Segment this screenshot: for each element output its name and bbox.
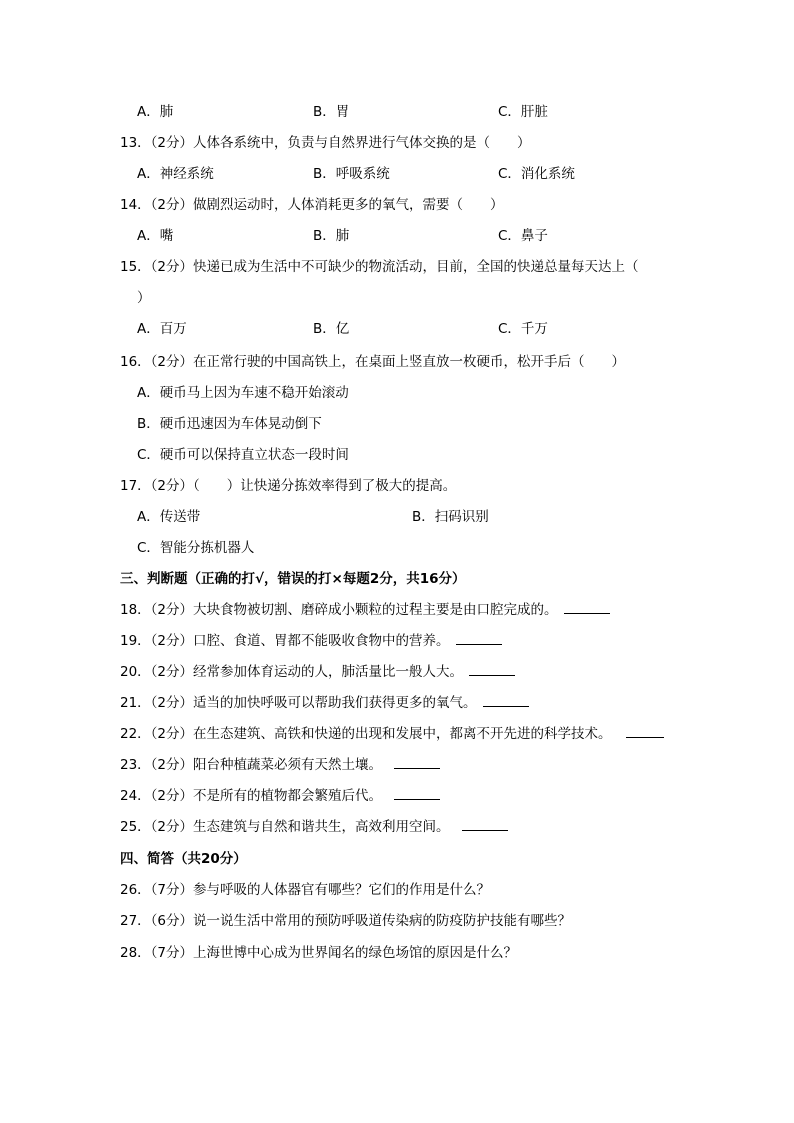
judge-question-22 xyxy=(120,725,664,743)
answer-blank[interactable] xyxy=(462,818,508,831)
q17-option-a: A．传送带 xyxy=(137,509,201,525)
q13-stem: 13．（2分）人体各系统中，负责与自然界进行气体交换的是（ ） xyxy=(120,135,531,151)
q16-option-a: A．硬币马上因为车速不稳开始滚动 xyxy=(137,385,349,401)
q17-option-c: C．智能分拣机器人 xyxy=(137,540,255,556)
answer-blank[interactable] xyxy=(483,694,529,707)
judge-question-24 xyxy=(120,787,440,805)
answer-blank[interactable] xyxy=(394,756,440,769)
q16-option-b: B．硬币迅速因为车体晃动倒下 xyxy=(137,416,322,432)
section-3-heading: 三、判断题（正确的打√，错误的打×每题2分，共16分） xyxy=(120,571,466,587)
answer-blank[interactable] xyxy=(626,725,664,738)
q13-option-b: B．呼吸系统 xyxy=(313,166,390,182)
q15-stem-continued: ） xyxy=(137,290,151,306)
question-text: 18．（2分）大块食物被切割、磨碎成小颗粒的过程主要是由口腔完成的。 xyxy=(120,602,558,618)
q15-option-b: B．亿 xyxy=(313,321,350,337)
q12-option-c: C．肝脏 xyxy=(498,104,548,120)
q14-option-a: A．嘴 xyxy=(137,228,174,244)
question-text: 23．（2分）阳台种植蔬菜必须有天然土壤。 xyxy=(120,757,383,773)
answer-blank[interactable] xyxy=(564,601,610,614)
q15-option-a: A．百万 xyxy=(137,321,187,337)
answer-blank[interactable] xyxy=(394,787,440,800)
q14-option-b: B．肺 xyxy=(313,228,350,244)
section-4-heading: 四、简答（共20分） xyxy=(120,851,247,867)
question-text: 21．（2分）适当的加快呼吸可以帮助我们获得更多的氧气。 xyxy=(120,695,477,711)
q15-stem: 15．（2分）快递已成为生活中不可缺少的物流活动，目前，全国的快递总量每天达上（ xyxy=(120,259,639,275)
q16-stem: 16．（2分）在正常行驶的中国高铁上，在桌面上竖直放一枚硬币，松开手后（ ） xyxy=(120,354,626,370)
short-question-27: 27．（6分）说一说生活中常用的预防呼吸道传染病的防疫防护技能有哪些？ xyxy=(120,913,572,929)
q14-option-c: C．鼻子 xyxy=(498,228,548,244)
question-text: 25．（2分）生态建筑与自然和谐共生，高效利用空间。 xyxy=(120,819,450,835)
q14-stem: 14．（2分）做剧烈运动时，人体消耗更多的氧气，需要（ ） xyxy=(120,197,504,213)
judge-question-18 xyxy=(120,601,610,619)
q16-option-c: C．硬币可以保持直立状态一段时间 xyxy=(137,447,349,463)
q15-option-c: C．千万 xyxy=(498,321,548,337)
short-question-28: 28．（7分）上海世博中心成为世界闻名的绿色场馆的原因是什么？ xyxy=(120,945,518,961)
judge-question-19 xyxy=(120,632,502,650)
question-text: 22．（2分）在生态建筑、高铁和快递的出现和发展中，都离不开先进的科学技术。 xyxy=(120,726,612,742)
judge-question-20 xyxy=(120,663,515,681)
answer-blank[interactable] xyxy=(469,663,515,676)
question-text: 20．（2分）经常参加体育运动的人，肺活量比一般人大。 xyxy=(120,664,464,680)
question-text: 24．（2分）不是所有的植物都会繁殖后代。 xyxy=(120,788,383,804)
short-question-26: 26．（7分）参与呼吸的人体器官有哪些？它们的作用是什么？ xyxy=(120,882,491,898)
q17-stem: 17．（2分）（ ）让快递分拣效率得到了极大的提高。 xyxy=(120,478,457,494)
q12-option-a: A．肺 xyxy=(137,104,174,120)
judge-question-21 xyxy=(120,694,529,712)
judge-question-25 xyxy=(120,818,508,836)
question-text: 19．（2分）口腔、食道、胃都不能吸收食物中的营养。 xyxy=(120,633,450,649)
q13-option-c: C．消化系统 xyxy=(498,166,575,182)
judge-question-23 xyxy=(120,756,440,774)
q12-option-b: B．胃 xyxy=(313,104,350,120)
q17-option-b: B．扫码识别 xyxy=(412,509,489,525)
answer-blank[interactable] xyxy=(456,632,502,645)
q13-option-a: A．神经系统 xyxy=(137,166,214,182)
